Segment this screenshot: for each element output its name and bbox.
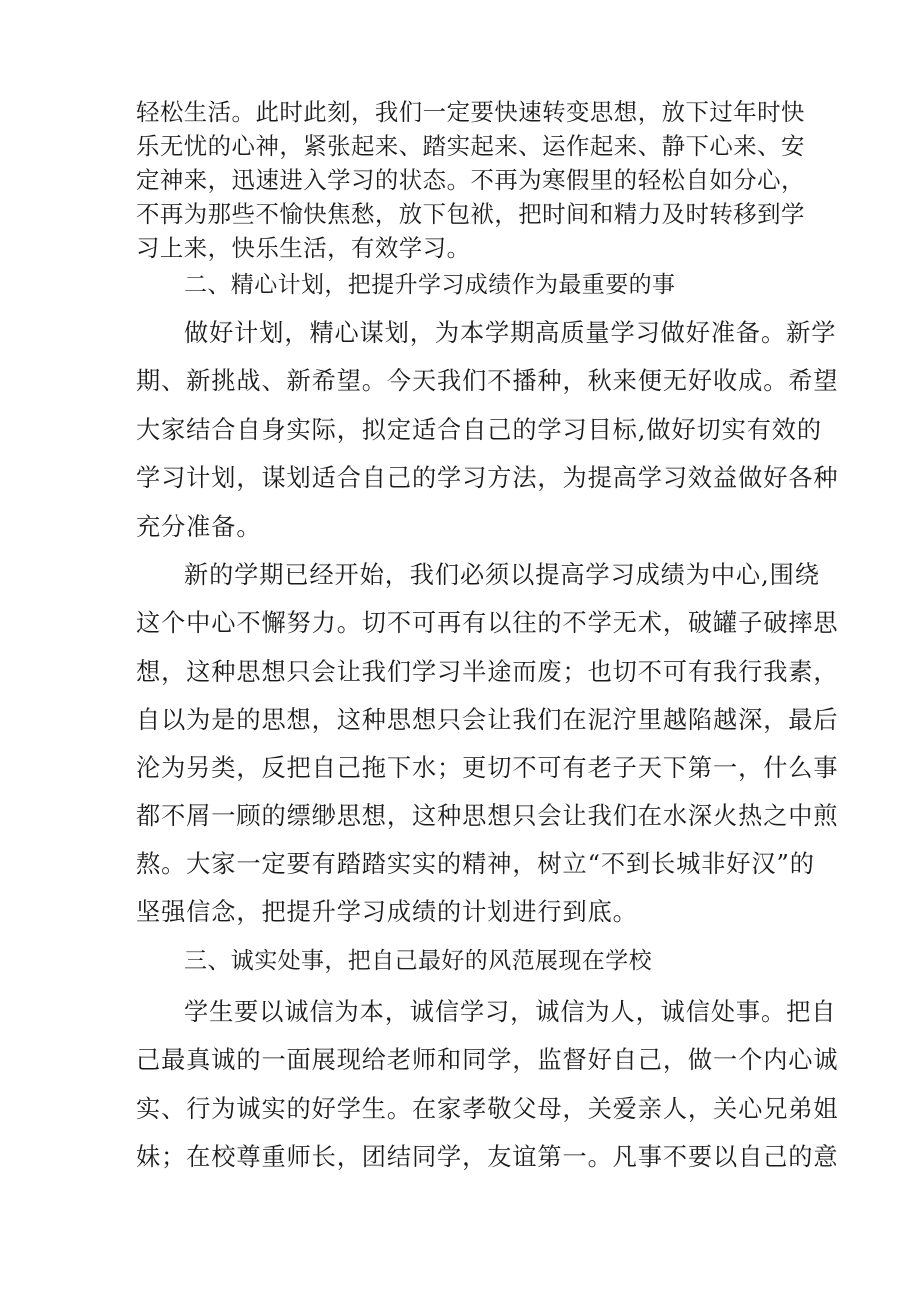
paragraph-line: 都不屑一顾的缥缈思想，这种思想只会让我们在水深火热之中煎 (136, 802, 839, 830)
paragraph-line: 坚强信念，把提升学习成绩的计划进行到底。 (136, 898, 638, 926)
paragraph-line: 妹；在校尊重师长，团结同学，友谊第一。凡事不要以自己的意 (136, 1143, 839, 1171)
section-heading-2: 二、精心计划，把提升学习成绩作为最重要的事 (184, 272, 676, 298)
section-heading-3: 三、诚实处事，把自己最好的风范展现在学校 (184, 948, 652, 974)
paragraph-line: 熬。大家一定要有踏踏实实的精神，树立“不到长城非好汉”的 (136, 850, 815, 878)
paragraph-line: 这个中心不懈努力。切不可再有以往的不学无术，破罐子破摔思 (136, 609, 839, 637)
paragraph-line: 实、行为诚实的好学生。在家孝敬父母，关爱亲人，关心兄弟姐 (136, 1095, 839, 1123)
paragraph-line: 乐无忧的心神，紧张起来、踏实起来、运作起来、静下心来、安 (136, 132, 805, 160)
paragraph-line: 习上来，快乐生活，有效学习。 (136, 234, 471, 262)
paragraph-line: 定神来，迅速进入学习的状态。不再为寒假里的轻松自如分心， (136, 166, 805, 194)
paragraph-line: 学生要以诚信为本，诚信学习，诚信为人，诚信处事。把自 (184, 998, 837, 1026)
paragraph-line: 自以为是的思想，这种思想只会让我们在泥泞里越陷越深，最后 (136, 706, 839, 734)
paragraph-line: 己最真诚的一面展现给老师和同学，监督好自己，做一个内心诚 (136, 1046, 839, 1074)
paragraph-line: 期、新挑战、新希望。今天我们不播种，秋来便无好收成。希望 (136, 367, 839, 395)
paragraph-line: 充分准备。 (136, 513, 262, 541)
paragraph-line: 轻松生活。此时此刻，我们一定要快速转变思想，放下过年时快 (136, 98, 805, 126)
paragraph-line: 做好计划，精心谋划，为本学期高质量学习做好准备。新学 (184, 319, 837, 347)
paragraph-line: 不再为那些不愉快焦愁，放下包袱，把时间和精力及时转移到学 (136, 200, 805, 228)
paragraph-line: 沦为另类，反把自己拖下水；更切不可有老子天下第一，什么事 (136, 754, 839, 782)
paragraph-line: 大家结合自身实际，拟定适合自己的学习目标,做好切实有效的 (136, 416, 822, 444)
paragraph-line: 学习计划，谋划适合自己的学习方法，为提高学习效益做好各种 (136, 464, 839, 492)
paragraph-line: 想，这种思想只会让我们学习半途而废；也切不可有我行我素， (136, 658, 839, 686)
paragraph-line: 新的学期已经开始，我们必须以提高学习成绩为中心,围绕 (184, 561, 820, 589)
